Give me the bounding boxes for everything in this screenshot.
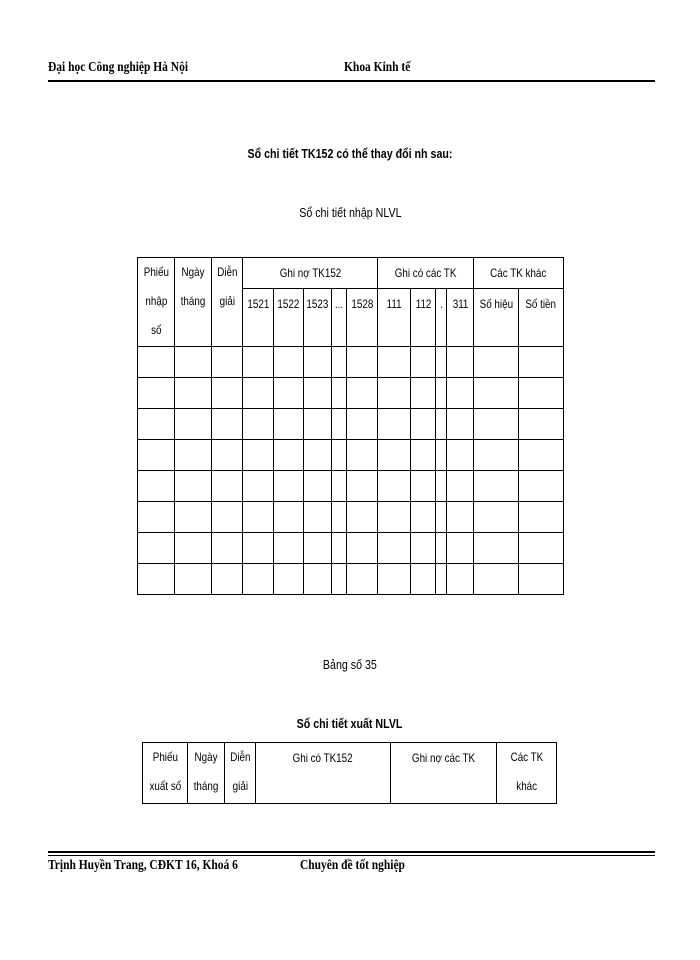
table-cell xyxy=(447,564,474,595)
table-cell xyxy=(273,564,303,595)
table-cell xyxy=(411,564,436,595)
page-footer xyxy=(48,858,655,882)
table-cell xyxy=(411,409,436,440)
col-account-number: Số hiệu xyxy=(474,289,518,347)
table-cell xyxy=(378,564,411,595)
table-cell xyxy=(138,409,175,440)
table-cell xyxy=(518,440,563,471)
table-cell xyxy=(273,502,303,533)
table-cell xyxy=(436,471,447,502)
table-cell xyxy=(138,533,175,564)
table-row xyxy=(138,440,564,471)
table-cell xyxy=(436,502,447,533)
table-cell xyxy=(138,502,175,533)
table-cell xyxy=(303,440,331,471)
table-cell xyxy=(518,564,563,595)
col-description: Diễn giải xyxy=(225,743,256,804)
export-ledger-table xyxy=(142,742,557,804)
table-cell xyxy=(243,409,273,440)
table-cell xyxy=(243,347,273,378)
table-cell xyxy=(411,347,436,378)
table-cell xyxy=(331,564,346,595)
group-debit-accounts: Ghi nợ các TK xyxy=(391,743,497,804)
table-cell xyxy=(474,440,518,471)
table-cell xyxy=(378,409,411,440)
table-cell xyxy=(175,471,212,502)
table-cell xyxy=(243,440,273,471)
header-rule xyxy=(48,80,655,82)
table-row xyxy=(138,502,564,533)
table-row xyxy=(138,533,564,564)
table-cell xyxy=(378,471,411,502)
table-cell xyxy=(273,471,303,502)
table-cell xyxy=(474,564,518,595)
table-cell xyxy=(436,347,447,378)
table-row xyxy=(138,378,564,409)
import-ledger-table xyxy=(137,257,564,595)
table-cell xyxy=(138,564,175,595)
table-cell xyxy=(346,378,377,409)
group-credit-accounts: Ghi có các TK xyxy=(378,258,474,289)
table-cell xyxy=(212,378,243,409)
table-cell xyxy=(474,471,518,502)
table-cell xyxy=(138,471,175,502)
col-description: Diễn giải xyxy=(212,258,243,347)
table-cell xyxy=(273,347,303,378)
table-row xyxy=(138,564,564,595)
table-cell xyxy=(212,564,243,595)
table-cell xyxy=(447,347,474,378)
col-1528: 1528 xyxy=(346,289,377,347)
table-cell xyxy=(273,440,303,471)
header-faculty: Khoa Kinh tế xyxy=(344,60,411,75)
table-cell xyxy=(447,533,474,564)
table-cell xyxy=(212,347,243,378)
col-ellipsis: ... xyxy=(331,289,346,347)
table-cell xyxy=(378,533,411,564)
table-cell xyxy=(331,378,346,409)
table-cell xyxy=(378,378,411,409)
table-cell xyxy=(436,409,447,440)
table-cell xyxy=(518,502,563,533)
table-cell xyxy=(243,471,273,502)
table-cell xyxy=(303,564,331,595)
table-cell xyxy=(138,378,175,409)
table-cell xyxy=(346,502,377,533)
table-cell xyxy=(474,409,518,440)
table-cell xyxy=(346,564,377,595)
col-1522: 1522 xyxy=(273,289,303,347)
table-cell xyxy=(138,440,175,471)
table-cell xyxy=(175,347,212,378)
footer-rule-top xyxy=(48,851,655,853)
table-cell xyxy=(331,502,346,533)
table-cell xyxy=(273,378,303,409)
table-cell xyxy=(518,471,563,502)
table-cell xyxy=(447,502,474,533)
table-cell xyxy=(175,440,212,471)
table-cell xyxy=(212,409,243,440)
table-header-row xyxy=(143,743,557,804)
group-other-accounts: Các TK khác xyxy=(474,258,564,289)
table-cell xyxy=(436,440,447,471)
table-cell xyxy=(474,347,518,378)
footer-rule-bottom xyxy=(48,855,655,856)
table-cell xyxy=(436,533,447,564)
table-cell xyxy=(212,533,243,564)
table-cell xyxy=(378,502,411,533)
footer-document-type: Chuyên đề tốt nghiệp xyxy=(300,858,405,873)
table-cell xyxy=(331,440,346,471)
table-cell xyxy=(175,502,212,533)
table-cell xyxy=(212,471,243,502)
table-cell xyxy=(411,533,436,564)
table-cell xyxy=(411,378,436,409)
col-dot: . xyxy=(436,289,447,347)
group-debit-tk152: Ghi nợ TK152 xyxy=(243,258,378,289)
table-cell xyxy=(346,347,377,378)
table-cell xyxy=(303,533,331,564)
header-university: Đại học Công nghiệp Hà Nội xyxy=(48,60,189,75)
table-cell xyxy=(436,378,447,409)
table-cell xyxy=(243,564,273,595)
col-amount: Số tiền xyxy=(518,289,563,347)
table-cell xyxy=(303,409,331,440)
table-cell xyxy=(346,533,377,564)
table-cell xyxy=(175,564,212,595)
table-cell xyxy=(303,502,331,533)
table-cell xyxy=(411,502,436,533)
table-cell xyxy=(411,471,436,502)
table-cell xyxy=(447,471,474,502)
table-cell xyxy=(474,378,518,409)
col-issue-number: Phiếu xuất số xyxy=(143,743,188,804)
table-cell xyxy=(331,347,346,378)
col-date: Ngày tháng xyxy=(188,743,225,804)
table-row xyxy=(138,471,564,502)
footer-author: Trịnh Huyền Trang, CĐKT 16, Khoá 6 xyxy=(48,858,238,873)
table-row xyxy=(138,409,564,440)
section-title: Sổ chi tiết TK152 có thể thay đổi nh sau: xyxy=(247,146,453,161)
col-311: 311 xyxy=(447,289,474,347)
table-cell xyxy=(243,533,273,564)
table-cell xyxy=(346,471,377,502)
table-cell xyxy=(447,409,474,440)
table-cell xyxy=(175,378,212,409)
group-credit-tk152: Ghi có TK152 xyxy=(256,743,391,804)
col-receipt-number: Phiếu nhập số xyxy=(138,258,175,347)
table-header-row xyxy=(138,258,564,289)
table-cell xyxy=(518,533,563,564)
table-cell xyxy=(273,533,303,564)
col-1523: 1523 xyxy=(303,289,331,347)
table-number: Bảng số 35 xyxy=(323,657,377,672)
table-cell xyxy=(175,533,212,564)
table-cell xyxy=(212,440,243,471)
table-cell xyxy=(436,564,447,595)
table-cell xyxy=(212,502,243,533)
table-cell xyxy=(273,409,303,440)
table-cell xyxy=(331,533,346,564)
table-cell xyxy=(243,502,273,533)
table-cell xyxy=(378,440,411,471)
table-row xyxy=(138,347,564,378)
table-cell xyxy=(175,409,212,440)
table-cell xyxy=(518,409,563,440)
table-cell xyxy=(331,409,346,440)
table2-title: Sổ chi tiết xuất NLVL xyxy=(297,716,403,731)
table-cell xyxy=(474,502,518,533)
table-cell xyxy=(411,440,436,471)
table-cell xyxy=(346,409,377,440)
table-cell xyxy=(346,440,377,471)
table-cell xyxy=(378,347,411,378)
col-date: Ngày tháng xyxy=(175,258,212,347)
table1-title: Sổ chi tiết nhập NLVL xyxy=(298,205,402,220)
col-112: 112 xyxy=(411,289,436,347)
table-cell xyxy=(303,471,331,502)
group-other-accounts: Các TK khác xyxy=(497,743,557,804)
table-cell xyxy=(243,378,273,409)
col-1521: 1521 xyxy=(243,289,273,347)
table-cell xyxy=(518,347,563,378)
table-cell xyxy=(331,471,346,502)
table-cell xyxy=(303,347,331,378)
table-cell xyxy=(303,378,331,409)
table-cell xyxy=(447,378,474,409)
table-cell xyxy=(447,440,474,471)
col-111: 111 xyxy=(378,289,411,347)
table-cell xyxy=(138,347,175,378)
table-cell xyxy=(474,533,518,564)
table-cell xyxy=(518,378,563,409)
